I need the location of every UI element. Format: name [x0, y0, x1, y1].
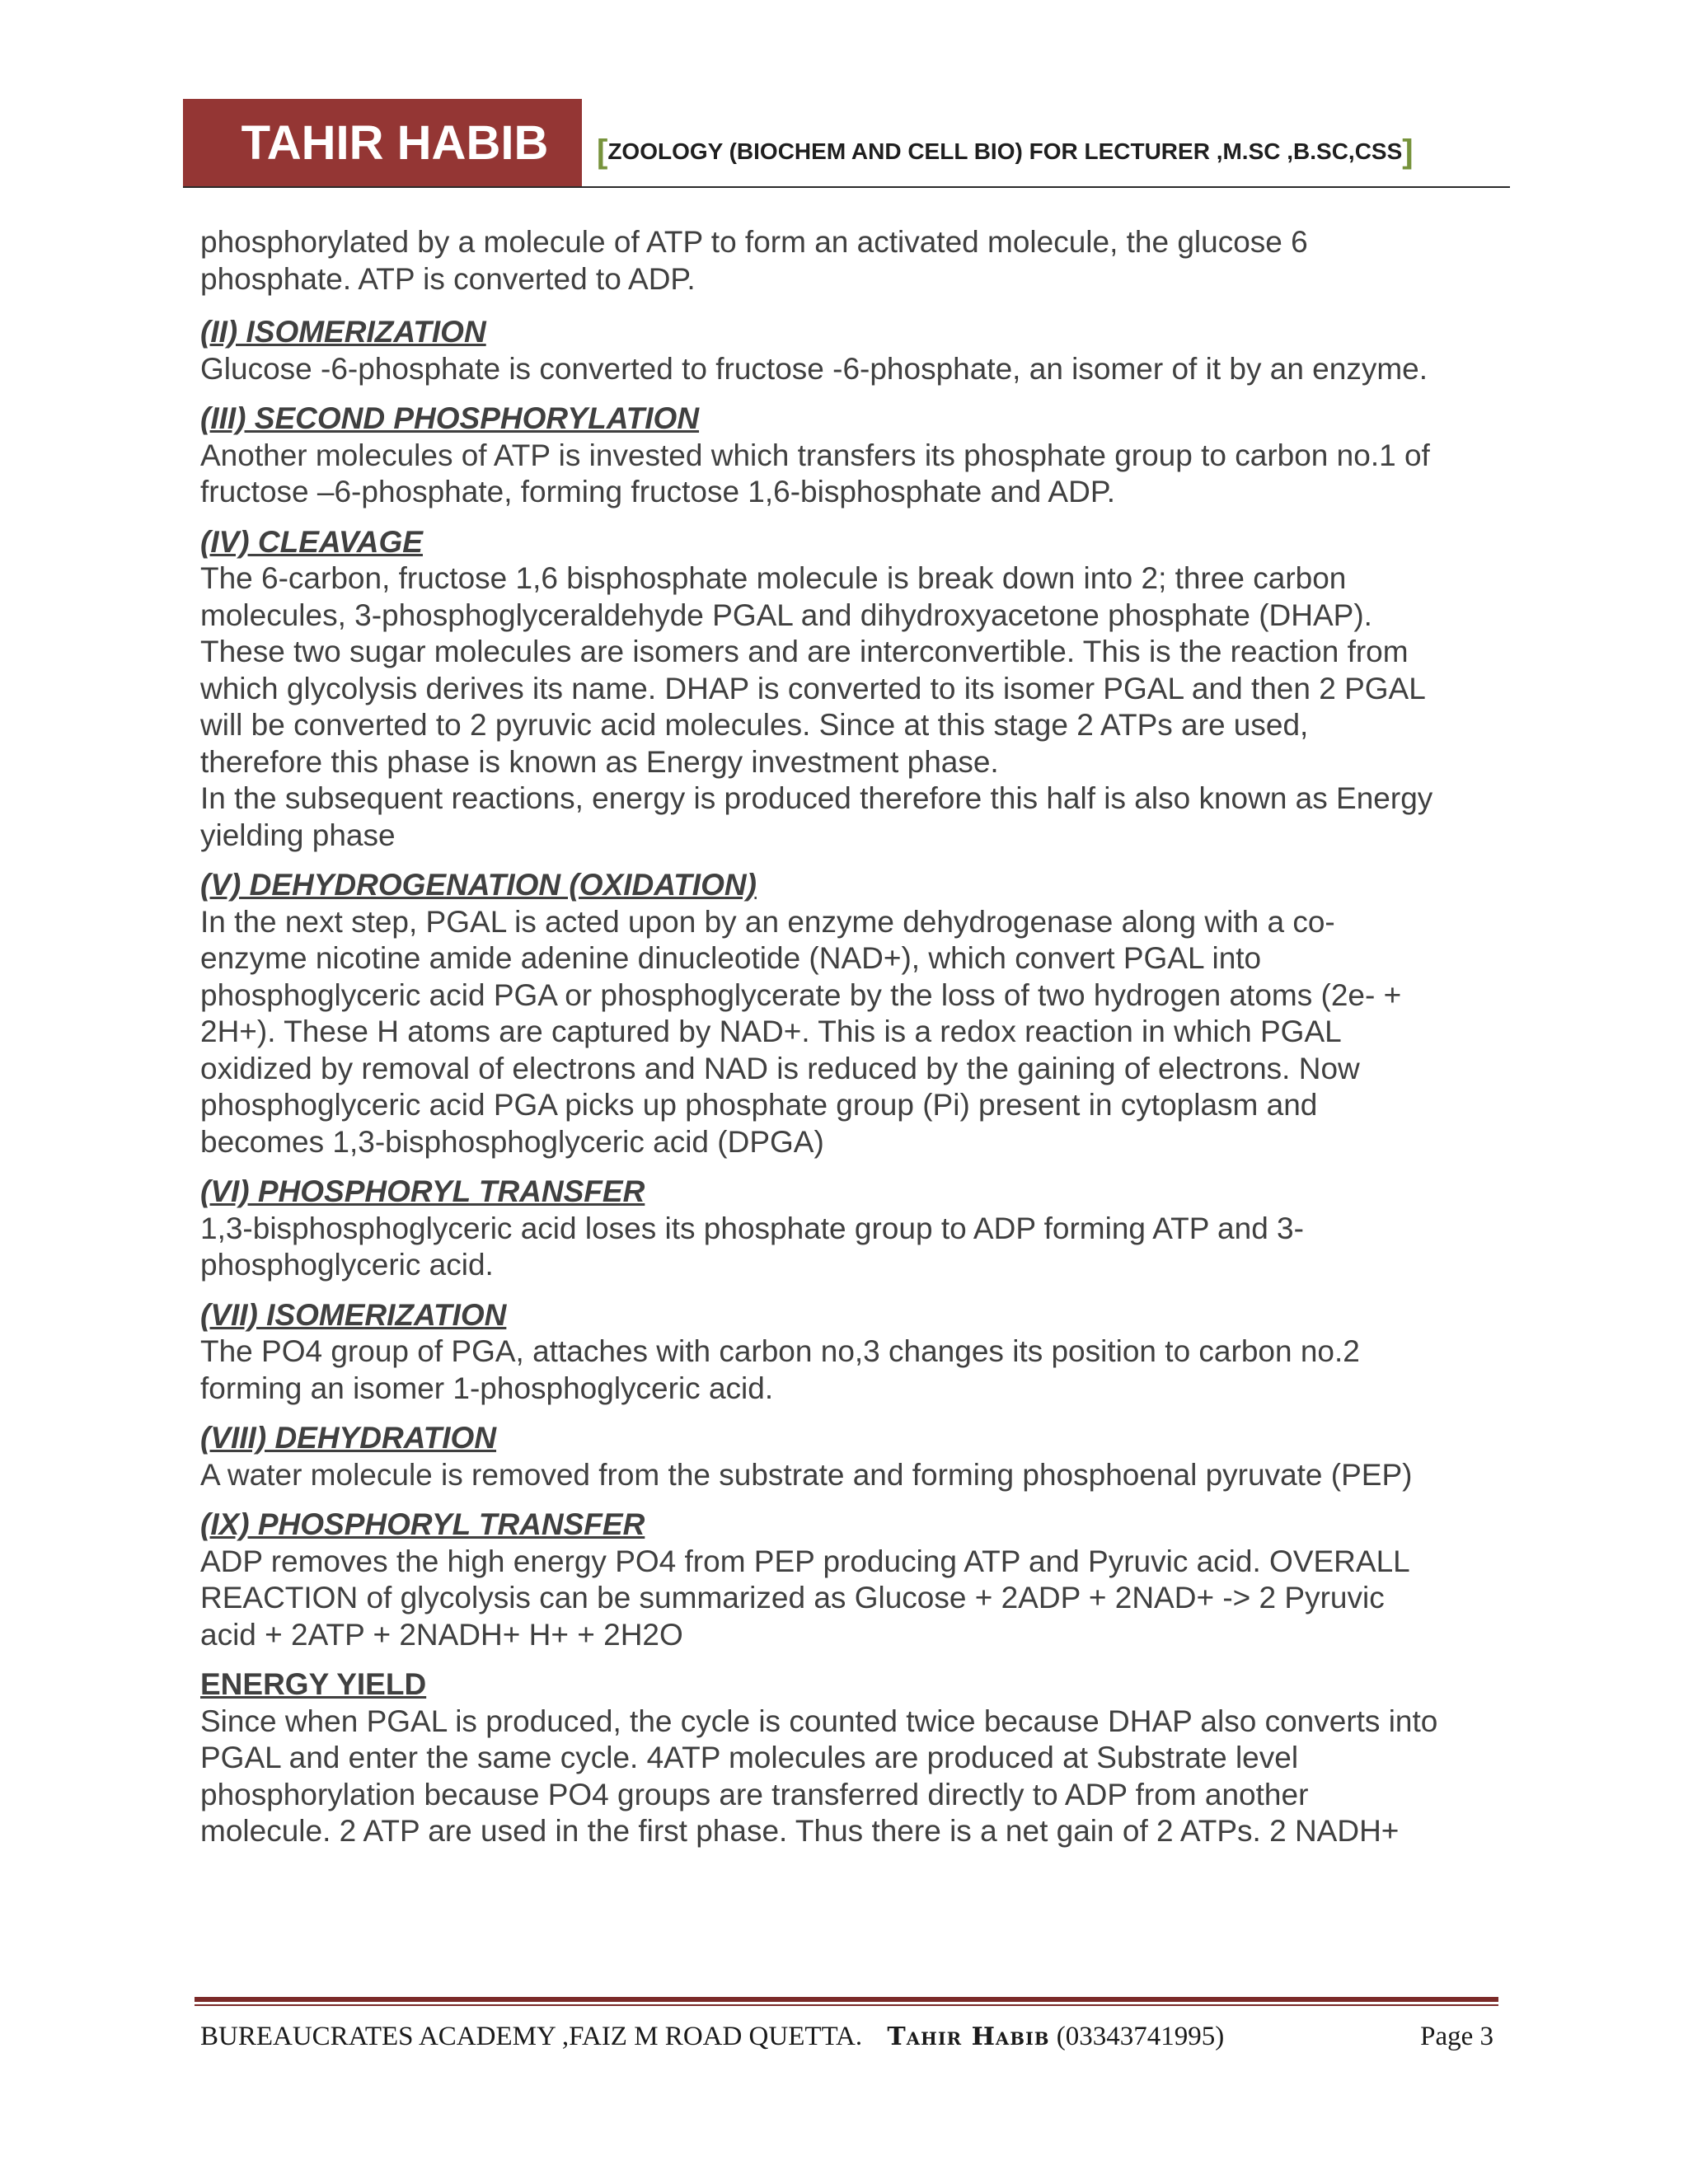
- page-number: Page 3: [1420, 2022, 1493, 2051]
- bracket-open: [: [597, 134, 608, 170]
- text-line: phosphate. ATP is converted to ADP.: [200, 261, 696, 296]
- text-line: The 6-carbon, fructose 1,6 bisphosphate molecule is break down into 2; three carbon: [200, 561, 1347, 595]
- text-line: Another molecules of ATP is invested which transfers its phosphate group to carbon no.1 of: [200, 438, 1430, 472]
- section-dehydrogenation: [200, 867, 1519, 1160]
- text-line: acid + 2ATP + 2NADH+ H+ + 2H2O: [200, 1617, 683, 1652]
- text-line: therefore this phase is known as Energy investment phase.: [200, 744, 999, 779]
- text-line: becomes 1,3-bisphosphoglyceric acid (DPGA): [200, 1124, 824, 1159]
- text-line: molecules, 3-phosphoglyceraldehyde PGAL and dihydroxyacetone phosphate (DHAP).: [200, 598, 1372, 632]
- text-line: In the subsequent reactions, energy is produced therefore this half is also known as Energy: [200, 781, 1433, 815]
- section-heading: (II) ISOMERIZATION: [200, 315, 486, 349]
- document-body: [200, 224, 1519, 1850]
- section-heading: ENERGY YIELD: [200, 1667, 427, 1701]
- text-line: will be converted to 2 pyruvic acid molecules. Since at this stage 2 ATPs are used,: [200, 708, 1309, 742]
- text-line: oxidized by removal of electrons and NAD is reduced by the gaining of electrons. Now: [200, 1051, 1360, 1085]
- text-line: The PO4 group of PGA, attaches with carbon no,3 changes its position to carbon no.2: [200, 1334, 1360, 1368]
- section-second-phosphorylation: [200, 401, 1519, 511]
- text-line: These two sugar molecules are isomers and are interconvertible. This is the reaction from: [200, 635, 1409, 668]
- section-cleavage: [200, 524, 1519, 855]
- footer-divider-thick: [195, 1997, 1498, 2002]
- text-line: Since when PGAL is produced, the cycle is counted twice because DHAP also converts into: [200, 1704, 1438, 1738]
- footer-address: BUREAUCRATES ACADEMY ,FAIZ M ROAD QUETTA.: [200, 2022, 863, 2051]
- section-isomerization: [200, 314, 1519, 387]
- footer-address-line: [200, 2022, 1224, 2052]
- text-line: Glucose -6-phosphate is converted to fructose -6-phosphate, an isomer of it by an enzyme.: [200, 351, 1428, 386]
- text-line: phosphoglyceric acid.: [200, 1248, 494, 1282]
- text-line: phosphorylated by a molecule of ATP to form an activated molecule, the glucose 6: [200, 225, 1308, 259]
- intro-paragraph: [200, 224, 1519, 298]
- text-line: phosphoglyceric acid PGA picks up phosphate group (Pi) present in cytoplasm and: [200, 1088, 1318, 1122]
- text-line: PGAL and enter the same cycle. 4ATP molecules are produced at Substrate level: [200, 1741, 1299, 1774]
- text-line: phosphorylation because PO4 groups are transferred directly to ADP from another: [200, 1777, 1309, 1811]
- footer-author: Tahir Habib: [887, 2022, 1050, 2051]
- text-line: yielding phase: [200, 818, 396, 852]
- section-heading: (IX) PHOSPHORYL TRANSFER: [200, 1507, 645, 1541]
- text-line: REACTION of glycolysis can be summarized as Glucose + 2ADP + 2NAD+ -> 2 Pyruvic: [200, 1581, 1385, 1615]
- text-line: phosphoglyceric acid PGA or phosphoglycerate by the loss of two hydrogen atoms (2e- +: [200, 977, 1402, 1012]
- text-line: molecule. 2 ATP are used in the first phase. Thus there is a net gain of 2 ATPs. 2 NADH+: [200, 1814, 1400, 1848]
- header-divider: [183, 186, 1510, 188]
- section-heading: (VIII) DEHYDRATION: [200, 1421, 497, 1455]
- text-line: In the next step, PGAL is acted upon by an enzyme dehydrogenase along with a co-: [200, 904, 1335, 939]
- text-line: 2H+). These H atoms are captured by NAD+. This is a redox reaction in which PGAL: [200, 1015, 1342, 1048]
- header-author-box: [183, 99, 582, 187]
- text-line: ADP removes the high energy PO4 from PEP producing ATP and Pyruvic acid. OVERALL: [200, 1544, 1410, 1578]
- section-energy-yield: [200, 1666, 1519, 1850]
- section-heading: (VII) ISOMERIZATION: [200, 1297, 507, 1332]
- section-phosphoryl-transfer-2: [200, 1507, 1519, 1653]
- section-heading: (VI) PHOSPHORYL TRANSFER: [200, 1174, 645, 1208]
- section-phosphoryl-transfer-1: [200, 1174, 1519, 1284]
- text-line: forming an isomer 1-phosphoglyceric acid.: [200, 1371, 774, 1405]
- footer-divider-thin: [195, 2004, 1498, 2006]
- header-subtitle: [597, 134, 1414, 171]
- text-line: fructose –6-phosphate, forming fructose 1,6-bisphosphate and ADP.: [200, 475, 1116, 509]
- bracket-close: ]: [1402, 134, 1414, 170]
- section-heading: (IV) CLEAVAGE: [200, 524, 423, 559]
- header-subtitle-text: ZOOLOGY (BIOCHEM AND CELL BIO) FOR LECTURER ,M.SC ,B.SC,CSS: [607, 138, 1403, 164]
- section-isomerization-2: [200, 1297, 1519, 1408]
- footer-phone: (03343741995): [1056, 2022, 1225, 2051]
- header-author: TAHIR HABIB: [241, 116, 549, 170]
- section-heading: (III) SECOND PHOSPHORYLATION: [200, 401, 700, 435]
- section-dehydration: [200, 1420, 1519, 1493]
- text-line: 1,3-bisphosphoglyceric acid loses its phosphate group to ADP forming ATP and 3-: [200, 1211, 1304, 1245]
- text-line: which glycolysis derives its name. DHAP is converted to its isomer PGAL and then 2 PGAL: [200, 671, 1426, 705]
- section-heading: (V) DEHYDROGENATION (OXIDATION): [200, 868, 757, 902]
- text-line: enzyme nicotine amide adenine dinucleotide (NAD+), which convert PGAL into: [200, 941, 1262, 975]
- text-line: A water molecule is removed from the substrate and forming phosphoenal pyruvate (PEP): [200, 1457, 1413, 1492]
